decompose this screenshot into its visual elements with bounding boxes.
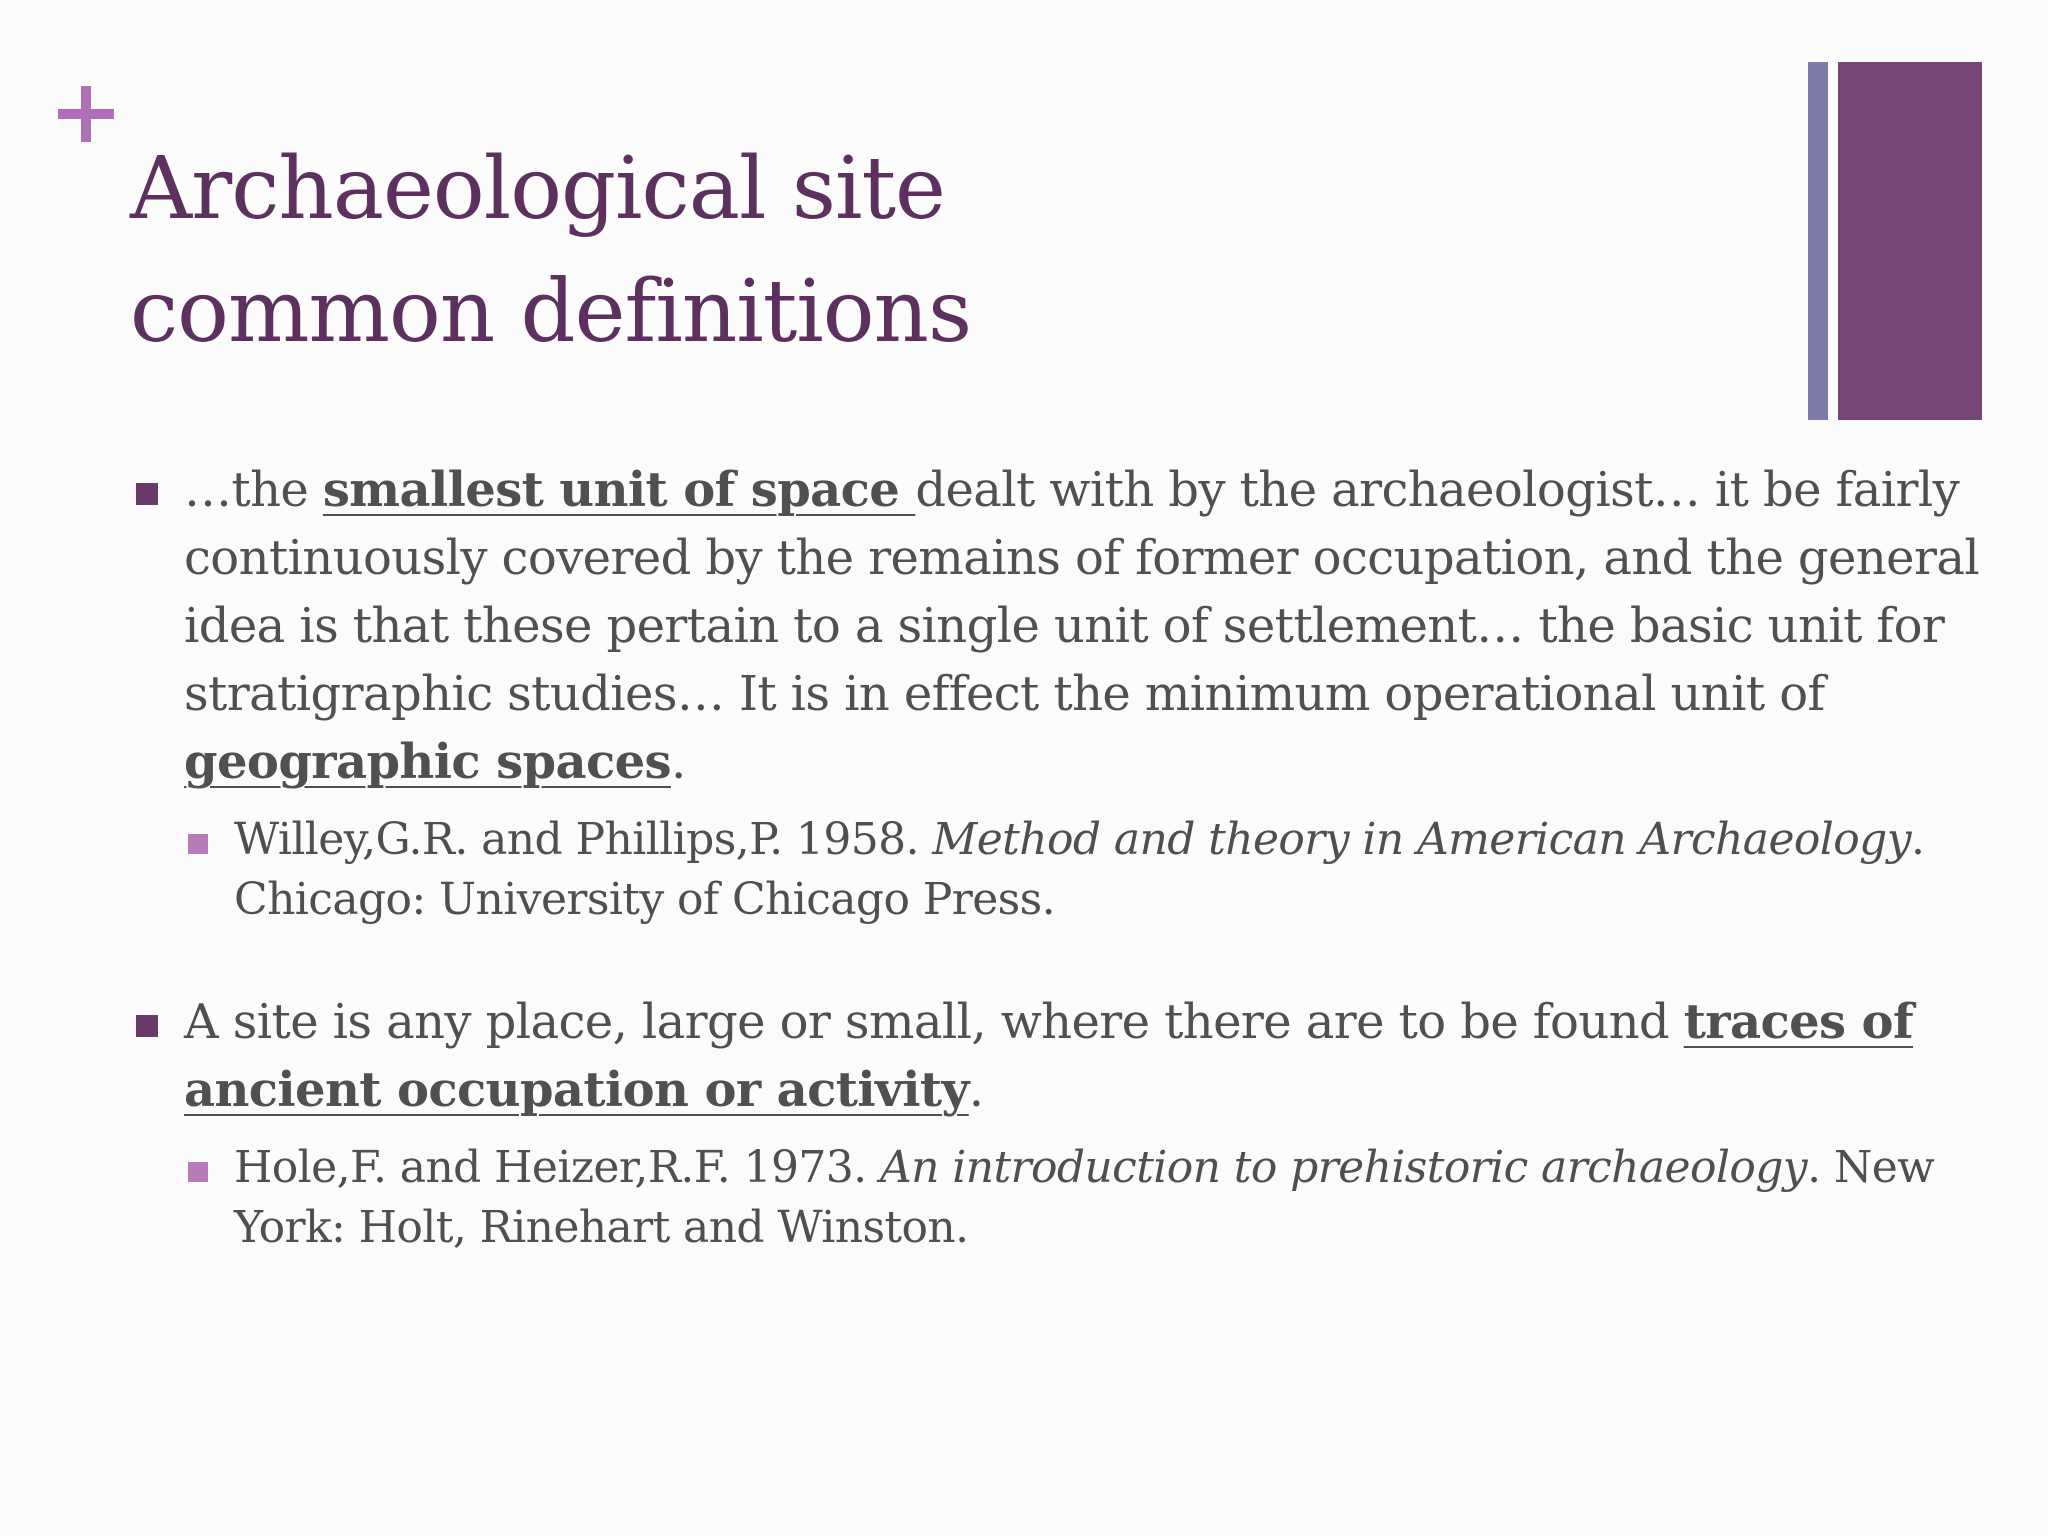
bullet-square-small-icon xyxy=(188,1162,208,1182)
bullet-square-small-icon xyxy=(188,834,208,854)
spacer xyxy=(136,796,2006,810)
accent-bar-thin xyxy=(1808,62,1828,420)
citation-2-authors: Hole,F. and Heizer,R.F. 1973. xyxy=(234,1142,880,1193)
bullet-square-icon xyxy=(136,1015,158,1037)
bullet-square-icon xyxy=(136,483,158,505)
accent-bar-thick xyxy=(1838,62,1982,420)
citation-1-publisher: . Chicago: University of Chicago Press. xyxy=(234,814,1925,925)
plus-icon xyxy=(58,86,114,142)
citation-2-text xyxy=(234,1142,1934,1253)
definition-1-emphasis-geographic: geographic spaces xyxy=(184,734,671,790)
definition-2-pre: A site is any place, large or small, where there are to be found xyxy=(184,994,1684,1050)
definition-bullet-2 xyxy=(136,988,2006,1124)
citation-2-publisher: . New York: Holt, Rinehart and Winston. xyxy=(234,1142,1935,1253)
title-line-2: common definitions xyxy=(130,262,972,362)
citation-bullet-1 xyxy=(136,810,2006,930)
definition-2-post: . xyxy=(968,1062,984,1118)
citation-1-work: Method and theory in American Archaeology xyxy=(932,814,1911,865)
citation-1-text xyxy=(234,814,1924,925)
citation-2-work: An introduction to prehistoric archaeology xyxy=(879,1142,1808,1193)
definition-2-text xyxy=(184,994,1913,1118)
definition-1-mid: dealt with by the archaeologist… it be fairly continuously covered by the remains of former occupation, and the general idea is that these pertain to a single unit of settlement… the basic unit for stratigraphic studies… It is in effect the minimum operational unit of xyxy=(184,462,1980,722)
spacer xyxy=(136,1124,2006,1138)
definition-1-emphasis-smallest-unit: smallest unit of space xyxy=(322,462,916,518)
definition-bullet-1 xyxy=(136,456,2006,796)
definition-1-post: . xyxy=(670,734,686,790)
definition-2-emphasis-traces: traces of ancient occupation or activity xyxy=(184,994,1914,1118)
slide-title xyxy=(130,128,1730,374)
citation-1-authors: Willey,G.R. and Phillips,P. 1958. xyxy=(234,814,933,865)
title-line-1: Archaeological site xyxy=(130,139,945,239)
plus-icon-vertical xyxy=(81,86,91,142)
citation-bullet-2 xyxy=(136,1138,2006,1258)
definition-1-pre: …the xyxy=(184,462,323,518)
definition-1-text xyxy=(184,462,1979,790)
spacer xyxy=(136,930,2006,988)
slide-body xyxy=(136,456,2006,1258)
